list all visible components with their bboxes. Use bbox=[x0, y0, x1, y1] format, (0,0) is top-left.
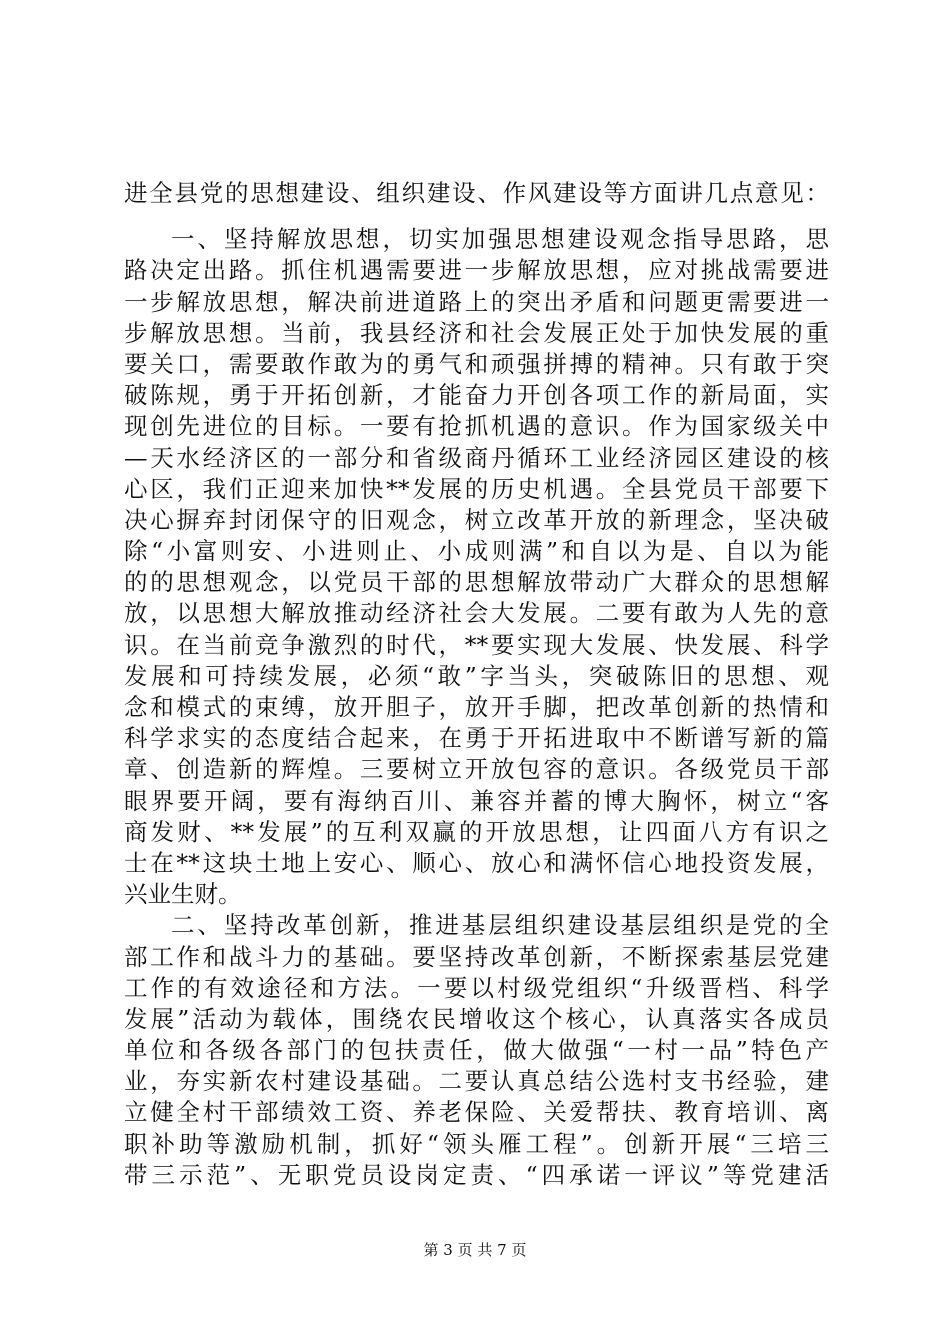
paragraph-line: 心区，我们正迎来加快**发展的历史机遇。全县党员干部要下 bbox=[124, 474, 829, 503]
paragraph-line: 路决定出路。抓住机遇需要进一步解放思想，应对挑战需要进 bbox=[124, 256, 829, 285]
paragraph-line: 立健全村干部绩效工资、养老保险、关爱帮扶、教育培训、离 bbox=[124, 1098, 829, 1127]
paragraph-line: 现创先进位的目标。一要有抢抓机遇的意识。作为国家级关中 bbox=[124, 412, 829, 441]
lead-line: 进全县党的思想建设、组织建设、作风建设等方面讲几点意见： bbox=[124, 179, 829, 207]
paragraph-line: 放，以思想大解放推动经济社会大发展。二要有敢为人先的意 bbox=[124, 599, 829, 628]
paragraph-line: 带三示范”、无职党员设岗定责、“四承诺一评议”等党建活 bbox=[124, 1160, 829, 1189]
paragraph-line: 一步解放思想，解决前进道路上的突出矛盾和问题更需要进一 bbox=[124, 287, 829, 316]
paragraph-line: 科学求实的态度结合起来，在勇于开拓进取中不断谱写新的篇 bbox=[124, 724, 829, 753]
paragraph-line: 士在**这块土地上安心、顺心、放心和满怀信心地投资发展， bbox=[124, 848, 829, 877]
paragraph-1 bbox=[124, 224, 829, 910]
paragraph-line: 决心摒弃封闭保守的旧观念，树立改革开放的新理念，坚决破 bbox=[124, 505, 829, 534]
paragraph-line: 商发财、**发展”的互利双赢的开放思想，让四面八方有识之 bbox=[124, 817, 829, 846]
paragraph-line: 章、创造新的辉煌。三要树立开放包容的意识。各级党员干部 bbox=[124, 755, 829, 784]
paragraph-line: 业，夯实新农村建设基础。二要认真总结公选村支书经验，建 bbox=[124, 1067, 829, 1096]
paragraph-2 bbox=[124, 910, 829, 1191]
page-footer: 第 3 页 共 7 页 bbox=[423, 1241, 527, 1259]
paragraph-line: 发展”活动为载体，围绕农民增收这个核心，认真落实各成员 bbox=[124, 1004, 829, 1033]
paragraph-line: 步解放思想。当前，我县经济和社会发展正处于加快发展的重 bbox=[124, 318, 829, 347]
paragraph-line: 单位和各级各部门的包扶责任，做大做强“一村一品”特色产 bbox=[124, 1036, 829, 1065]
paragraph-line: 念和模式的束缚，放开胆子，放开手脚，把改革创新的热情和 bbox=[124, 693, 829, 721]
paragraph-line: 部工作和战斗力的基础。要坚持改革创新，不断探索基层党建 bbox=[124, 942, 829, 971]
paragraph-line: 破陈规，勇于开拓创新，才能奋力开创各项工作的新局面，实 bbox=[124, 381, 829, 410]
paragraph-gap bbox=[124, 209, 829, 224]
paragraph-line: 工作的有效途径和方法。一要以村级党组织“升级晋档、科学 bbox=[124, 973, 829, 1002]
document-body bbox=[124, 178, 829, 1191]
paragraph-line: 职补助等激励机制，抓好“领头雁工程”。创新开展“三培三 bbox=[124, 1129, 829, 1158]
paragraph-line: 发展和可持续发展，必须“敢”字当头，突破陈旧的思想、观 bbox=[124, 661, 829, 690]
paragraph-line: 识。在当前竞争激烈的时代，**要实现大发展、快发展、科学 bbox=[124, 630, 829, 659]
paragraph-line: 的的思想观念，以党员干部的思想解放带动广大群众的思想解 bbox=[124, 568, 829, 597]
paragraph-line: —天水经济区的一部分和省级商丹循环工业经济园区建设的核 bbox=[124, 443, 829, 472]
paragraph-line: 除“小富则安、小进则止、小成则满”和自以为是、自以为能 bbox=[124, 537, 829, 566]
paragraph-line: 二、坚持改革创新，推进基层组织建设基层组织是党的全 bbox=[171, 911, 829, 940]
paragraph-line: 一、坚持解放思想，切实加强思想建设观念指导思路，思 bbox=[171, 225, 829, 254]
paragraph-line: 眼界要开阔，要有海纳百川、兼容并蓄的博大胸怀，树立“客 bbox=[124, 786, 829, 815]
paragraph-line: 兴业生财。 bbox=[124, 880, 242, 909]
paragraph-line: 要关口，需要敢作敢为的勇气和顽强拼搏的精神。只有敢于突 bbox=[124, 349, 829, 378]
